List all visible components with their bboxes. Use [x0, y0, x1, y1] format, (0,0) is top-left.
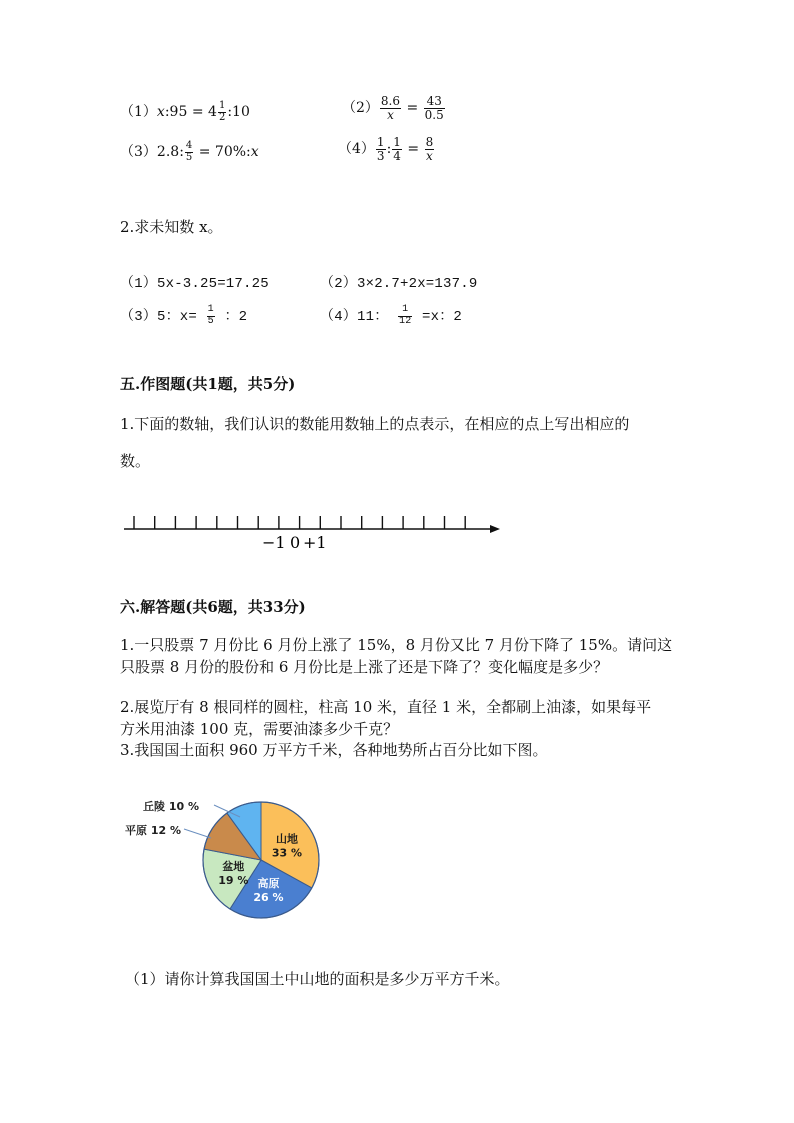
number: 10: [232, 104, 250, 120]
number-line: [118, 508, 508, 556]
label-pos1: +1: [303, 533, 327, 552]
fraction: $\frac{1}{12}$: [399, 304, 412, 327]
slice-name-label: 高原: [257, 877, 280, 891]
section-6-q2-line2: 方米用油漆 100 克，需要油漆多少千克？: [120, 720, 399, 738]
label-plains: 平原 12 %: [125, 824, 181, 837]
equals: =: [407, 141, 420, 158]
slice-value-label: 19 %: [218, 873, 249, 887]
number: 2.8: [156, 144, 180, 160]
equation-text: （3）5：x=: [120, 309, 198, 325]
question-2-title: 2.求未知数 x。: [120, 218, 223, 236]
equation-1: （1）5x-3.25=17.25: [120, 276, 269, 292]
proportion-3: （3）2.8: $\frac{4}{5}$ = 70%:x: [120, 140, 259, 163]
percent: 70%: [214, 144, 247, 160]
leader-line-plains: [184, 829, 211, 838]
section-6-q3-sub1: （1）请你计算我国国土中山地的面积是多少万平方千米。: [125, 970, 510, 988]
fraction: $\frac{1}{3}$: [376, 135, 385, 163]
proportion-4: （4） $\frac{1}{3}$ : $\frac{1}{4}$ = $\frac{8}{x}$: [338, 135, 434, 163]
proportion-1: （1）x:95 = 4 $\frac{1}{2}$ :10: [120, 100, 250, 123]
equation-3: [120, 305, 247, 327]
section-5-q1-line1: 1.下面的数轴，我们认识的数能用数轴上的点表示，在相应的点上写出相应的: [120, 415, 630, 433]
label-zero: 0: [290, 533, 301, 552]
equation-text: ：2: [224, 309, 248, 325]
slice-name-label: 山地: [275, 832, 298, 846]
section-6-q1-line2: 只股票 8 月份的股份和 6 月份比是上涨了还是下降了？变化幅度是多少？: [120, 658, 609, 676]
slice-name-label: 盆地: [222, 859, 245, 873]
proportion-2: [342, 95, 446, 121]
slice-value-label: 26 %: [253, 891, 284, 905]
equation-text: =x：2: [422, 309, 463, 325]
axis-ticks: [134, 516, 465, 529]
equation-text: （4）11：: [320, 309, 389, 325]
item-label: （3）: [120, 144, 157, 160]
label-hills: 丘陵 10 %: [143, 800, 199, 813]
equation-4: [320, 305, 462, 327]
section-5-heading: 五.作图题(共1题，共5分): [120, 375, 296, 393]
item-label: （1）: [120, 104, 157, 120]
item-label: （2）: [342, 100, 379, 117]
var-x: x: [250, 144, 259, 160]
section-6-q3-line1: 3.我国国土面积 960 万平方千米，各种地势所占百分比如下图。: [120, 741, 548, 759]
terrain-pie-chart: [115, 790, 345, 930]
fraction: $\frac{43}{0.5}$: [424, 94, 444, 122]
section-6-q2-line1: 2.展览厅有 8 根同样的圆柱，柱高 10 米，直径 1 米，全都刷上油漆，如果每平: [120, 698, 652, 716]
number: 95: [169, 104, 188, 120]
equation-2: （2）3×2.7+2x=137.9: [320, 276, 478, 292]
item-label: （4）: [338, 141, 375, 158]
slice-value-label: 33 %: [271, 846, 303, 860]
equals: =: [406, 100, 419, 117]
fraction: $\frac{8.6}{x}$: [380, 94, 401, 122]
fraction: $\frac{8}{x}$: [425, 135, 434, 163]
equals: =: [191, 104, 204, 120]
axis-arrow: [490, 525, 500, 533]
fraction: $\frac{4}{5}$: [185, 140, 193, 163]
section-5-q1-line2: 数。: [120, 452, 151, 470]
label-neg1: −1: [262, 533, 286, 552]
fraction: $\frac{1}{2}$: [218, 100, 226, 123]
fraction: $\frac{1}{5}$: [207, 304, 214, 327]
equals: =: [198, 144, 211, 160]
var-x: x: [156, 104, 165, 120]
fraction: $\frac{1}{4}$: [393, 135, 401, 163]
number: 4: [208, 104, 217, 120]
section-6-heading: 六.解答题(共6题，共33分): [120, 598, 306, 616]
section-6-q1-line1: 1.一只股票 7 月份比 6 月份上涨了 15%，8 月份又比 7 月份下降了 15%。请问这: [120, 636, 673, 654]
